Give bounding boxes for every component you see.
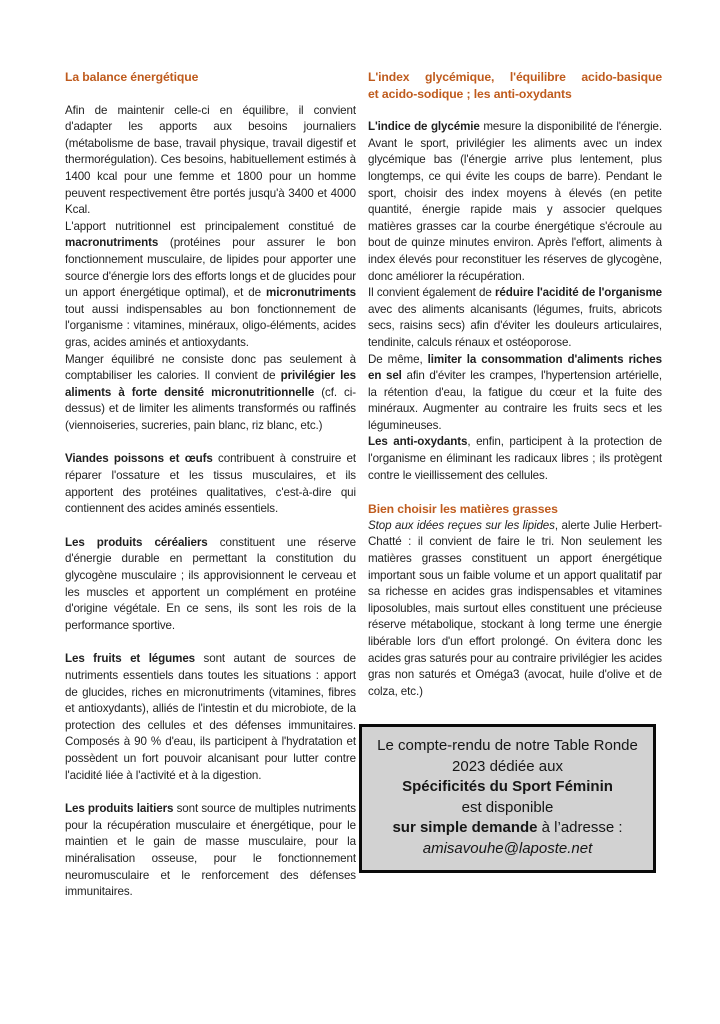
text-run: tout aussi indispensables au bon fonctionnement de l'organisme : vitamines, minéraux, oligo-éléments, acides gras, acides aminés et antioxydants. (65, 302, 356, 349)
heading-balance-energetique (65, 69, 356, 86)
paragraph-produits-cerealiers (65, 535, 356, 635)
text-run: mesure la disponibilité de l'énergie. Avant le sport, privilégier les aliments avec un index glycémique bas (l'énergie arrive plus lentement, plus longtemps, ce qui évite les coups de barre). Pendant le sport, choisir des index moyens à élevés (en petite quantité, énergie rapide mais y associer quelques matières grasses car la courbe énergétique s'écroule au bout de quinze minutes environ. Après l'effort, aliments à index élevés pour reconstituer les réserves de glycogène, donc améliorer la récupération. (368, 120, 663, 283)
italic-run: Stop aux idées reçues sur les lipides (368, 518, 555, 532)
bold-run: privilégier les aliments à forte densité micronutritionnelle (65, 369, 356, 399)
text-run: sont source de multiples nutriments pour la récupération musculaire et énergétique, pour le maintien et le gain de masse musculaire, pour la minéralisation osseuse, pour le fonctionnement neuromusculaire et le renforcement des défenses immunitaires. (65, 802, 356, 899)
text-run: sont autant de sources de nutriments essentiels dans toutes les situations : apport de glucides, riches en micronutriments (vitamines, fibres et antioxydants), alliés de l'intestin et du microbiote, de la protection des cellules et des défenses immunitaires. Composés à 90 % d'eau, ils participent à l'hydratation et possèdent un fort pouvoir alcanisant pour lutter contre l'acidité liée à l'activité et à la digestion. (65, 652, 356, 782)
email-text: amisavouhe@laposte.net (422, 839, 593, 857)
heading-line: L'index glycémique, l'équilibre acido-basique (368, 70, 662, 84)
bold-run: macronutriments (65, 236, 159, 250)
text-run: 2023 dédiée aux (452, 757, 563, 775)
box-line (366, 757, 649, 778)
bold-run: L'indice de glycémie (368, 120, 480, 134)
text-run: (cf. ci-dessus) et de limiter les aliments transformés ou raffinés (viennoiseries, sucreries, pain blanc, riz blanc, etc.) (65, 385, 356, 432)
bold-run: sur simple demande (392, 819, 538, 837)
box-line (366, 798, 649, 819)
text-run: , alerte Julie Herbert-Chatté : il convient de faire le tri. Non seulement les matières grasses constituent un apport énergétique important sous un faible volume et un apport qualitatif par sa richesse en acides gras indispensables et vitamines liposolubles, mais surtout elles constituent une précieuse réserve métabolique, stockant à long terme une énergie libérable lors d'un effort prolongé. On évitera donc les acides gras saturés pour au contraire privilégier les acides gras non saturés et Oméga3 (avocat, huile d'olive et de colza, etc.) (368, 518, 662, 698)
bold-run: Les produits laitiers (65, 802, 174, 816)
bold-run: réduire l'acidité de l'organisme (494, 286, 662, 300)
paragraph-viandes-poissons-oeufs (65, 451, 356, 517)
bold-run: Spécificités du Sport Féminin (402, 778, 613, 796)
text-run: De même, (368, 352, 428, 366)
paragraph-besoins-journaliers (65, 103, 356, 219)
text-run: à l’adresse : (537, 819, 623, 837)
text-run: constituent une réserve d'énergie durable en permettant la constitution du glycogène musculaire ; ils approvisionnent le cerveau et les muscles et apportent un complément en protéine d'origine végétale. En ce sens, ils sont les rois de la performance sportive. (65, 535, 356, 632)
heading-matieres-grasses (368, 501, 662, 518)
heading-index-glycemique (368, 69, 662, 102)
paragraph-manger-equilibre (65, 352, 356, 435)
text-run: Afin de maintenir celle-ci en équilibre, il convient d'adapter les apports aux besoins journaliers (métabolisme de base, travail physique, travail digestif et thermorégulation). Ces besoins, habituellement estimés à 1400 kcal pour une femme et 1800 pour un homme peuvent respectivement être portés jusqu'à 3400 et 4000 Kcal. (65, 103, 356, 217)
heading-line: La balance énergétique (65, 70, 199, 84)
paragraph-reduire-acidite (368, 285, 662, 351)
paragraph-limiter-sel (368, 352, 662, 435)
right-column (368, 69, 662, 873)
bold-run: limiter la consommation d'aliments riches en sel (368, 352, 663, 383)
bold-run: Les anti-oxydants (368, 435, 468, 449)
text-run: Le compte-rendu de notre Table Ronde (377, 737, 638, 755)
text-run: avec des aliments alcanisants (légumes, fruits, abricots secs, raisins secs) afin d'éviter les douleurs articulaires, tendinite, calculs rénaux et ostéoporose. (368, 302, 662, 349)
text-run: Manger équilibré ne consiste donc pas seulement à comptabiliser les calories. Il convient de (65, 352, 356, 383)
box-line (366, 777, 649, 798)
box-line (366, 736, 649, 757)
info-box (359, 724, 656, 873)
paragraph-anti-oxydants (368, 434, 662, 484)
paragraph-apport-nutritionnel (65, 219, 356, 352)
text-run: contribuent à construire et réparer l'ossature et les tissus musculaires, et ils apportent des protéines qualitatives, c'est-à-dire qui contiennent des acides aminés essentiels. (65, 452, 356, 516)
paragraph-fruits-legumes (65, 651, 356, 784)
paragraph-produits-laitiers (65, 801, 356, 901)
bold-run: Les fruits et légumes (65, 652, 196, 666)
bold-run: Viandes poissons et œufs (65, 452, 213, 466)
text-run: afin d'éviter les crampes, l'hypertension artérielle, la rétention d'eau, la fatigue du cœur et la fuite des minéraux. Augmenter au contraire les fruits secs et les légumineuses. (368, 369, 662, 432)
text-run: , enfin, participent à la protection de l'organisme en éliminant les radicaux libres ; ils protègent contre le vieillissement des cellules. (368, 435, 662, 482)
text-run: L'apport nutritionnel est principalement constitué de (65, 219, 356, 233)
text-run: est disponible (461, 798, 554, 816)
paragraph-lipides (368, 518, 662, 701)
text-run: Il convient également de (368, 286, 495, 300)
bold-run: Les produits céréaliers (65, 535, 208, 549)
box-line (366, 818, 649, 839)
heading-line: Bien choisir les matières grasses (368, 502, 558, 517)
left-column (65, 69, 356, 901)
heading-line: et acido-sodique ; les anti-oxydants (368, 86, 572, 101)
paragraph-indice-glycemie (368, 119, 662, 285)
text-run: (protéines pour assurer le bon fonctionnement musculaire, de lipides pour apporter une source d'énergie lors des efforts longs et de glucides pour un apport énergétique optimal), et de (65, 236, 356, 300)
box-line (366, 839, 649, 860)
bold-run: micronutriments (266, 286, 356, 300)
